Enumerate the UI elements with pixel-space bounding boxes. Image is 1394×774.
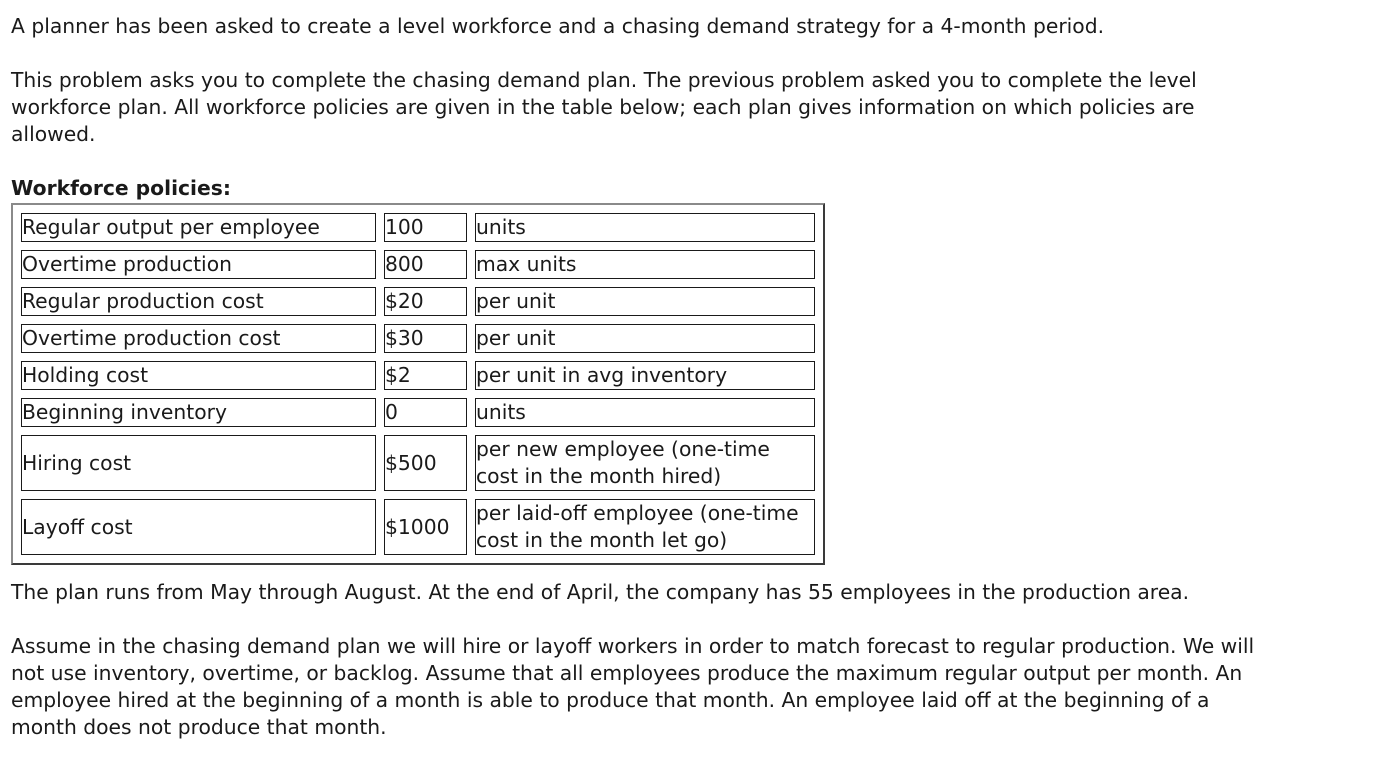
policy-unit: per unit — [475, 287, 815, 316]
table-row — [21, 361, 815, 390]
table-row — [21, 324, 815, 353]
policy-value: 100 — [384, 213, 467, 242]
policy-value: 0 — [384, 398, 467, 427]
assumption-paragraph: Assume in the chasing demand plan we will hire or layoff workers in order to match forecast to regular production. We will not use inventory, overtime, or backlog. Assume that all employees produce the maximum regular output per month. An employee hired at the beginning of a month is able to produce that month. An employee laid off at the beginning of a month does not produce that month. — [11, 634, 1255, 739]
table-row — [21, 398, 815, 427]
table-row — [21, 287, 815, 316]
policy-name: Overtime production cost — [21, 324, 376, 353]
policy-value: $1000 — [384, 499, 467, 555]
policies-heading: Workforce policies: — [11, 176, 231, 200]
policy-unit: units — [475, 213, 815, 242]
workforce-policies-table — [11, 203, 825, 565]
policy-unit: units — [475, 398, 815, 427]
policy-value: $30 — [384, 324, 467, 353]
policy-name: Layoff cost — [21, 499, 376, 555]
policy-name: Overtime production — [21, 250, 376, 279]
policy-name: Hiring cost — [21, 435, 376, 491]
policy-name: Beginning inventory — [21, 398, 376, 427]
policy-unit: per laid-off employee (one-time cost in the month let go) — [475, 499, 815, 555]
policy-name: Regular production cost — [21, 287, 376, 316]
policy-value: $2 — [384, 361, 467, 390]
table-row — [21, 435, 815, 491]
policy-unit: max units — [475, 250, 815, 279]
policy-name: Regular output per employee — [21, 213, 376, 242]
description-paragraph: This problem asks you to complete the chasing demand plan. The previous problem asked you to complete the level workforce plan. All workforce policies are given in the table below; each plan gives information on which policies are allowed. — [11, 68, 1197, 146]
policy-unit: per new employee (one-time cost in the month hired) — [475, 435, 815, 491]
policy-value: $20 — [384, 287, 467, 316]
policy-name: Holding cost — [21, 361, 376, 390]
table-row — [21, 213, 815, 242]
policy-unit: per unit in avg inventory — [475, 361, 815, 390]
table-row — [21, 499, 815, 555]
intro-paragraph: A planner has been asked to create a level workforce and a chasing demand strategy for a 4-month period. — [11, 14, 1105, 38]
policy-value: 800 — [384, 250, 467, 279]
table-row — [21, 250, 815, 279]
plan-paragraph: The plan runs from May through August. At the end of April, the company has 55 employees in the production area. — [11, 580, 1190, 604]
policy-unit: per unit — [475, 324, 815, 353]
policy-value: $500 — [384, 435, 467, 491]
